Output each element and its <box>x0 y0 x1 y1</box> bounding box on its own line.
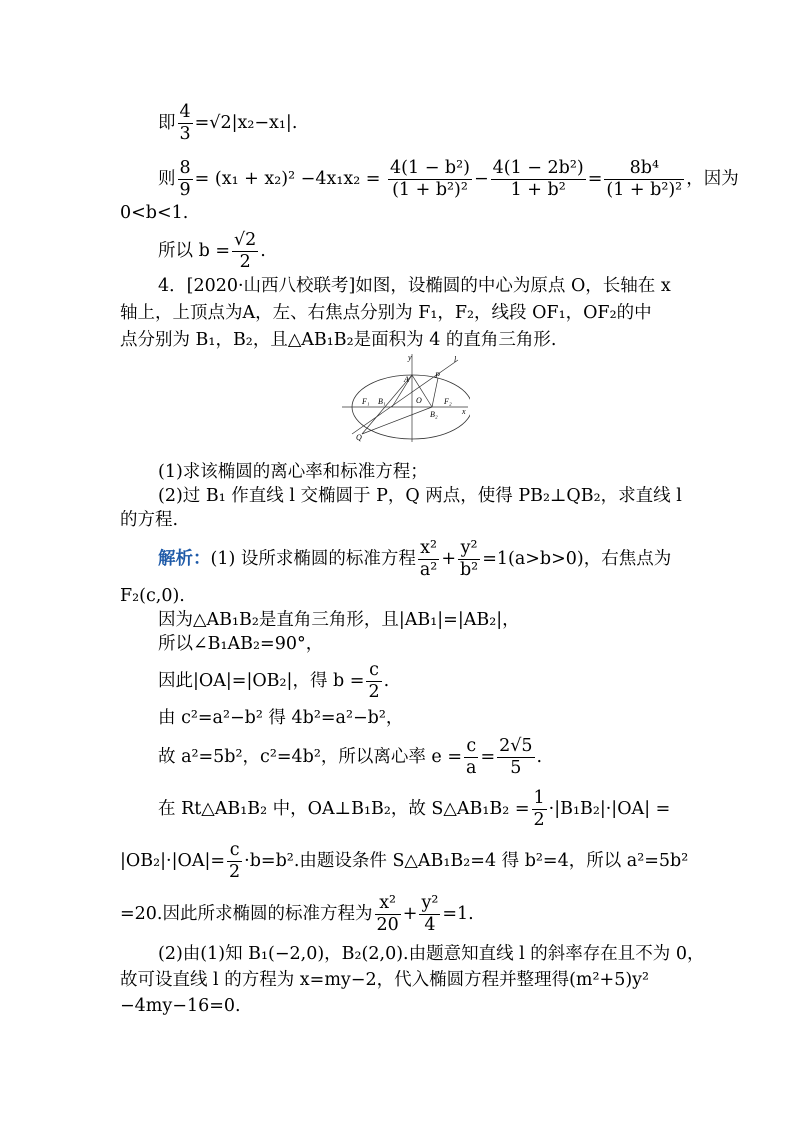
fraction <box>388 160 472 199</box>
numerator: y² <box>458 540 480 560</box>
ellipse-figure <box>340 352 470 444</box>
solution-line-1: 解析：(1) 设所求椭圆的标准方程 $\frac{\text{x²}}{\text{a²}}$ + $\frac{\text{y²}}{\text{b²}}$ =1(a>b>0)，右焦点为 <box>158 538 672 580</box>
math-line-2: 则 $\frac{8}{9}$ = (x₁ + x₂)² −4x₁x₂ = $\frac{\text{4(1 − b²)}}{\text{(1 + b²)²}}$ − $\frac{\text{4(1 − 2b²)}}{\text{1 + b²}}$ = $\frac{\text{8b⁴}}{\text{(1 + b²)²}}$ ，因为 <box>158 158 739 200</box>
text: 即 <box>158 113 176 133</box>
solution-line-7: 故 a²=5b²，c²=4b²，所以离心率 e = $\frac{c}{a}$ = $\frac{2√5}{5}$ . <box>158 736 543 778</box>
numerator: c <box>227 842 242 862</box>
denominator: b² <box>459 559 479 580</box>
solution-text: 由 c²=a²−b² 得 4b²=a²−b²， <box>158 708 404 728</box>
fraction <box>419 895 440 934</box>
denominator: a <box>466 757 477 778</box>
numerator: √2 <box>234 230 257 250</box>
fraction <box>366 662 381 701</box>
numerator: c <box>464 738 478 758</box>
label-B2: B₂ <box>430 410 438 419</box>
segment <box>392 375 412 407</box>
text: =20.因此所求椭圆的标准方程为 <box>120 904 373 924</box>
fraction <box>375 895 401 934</box>
text: 则 <box>158 169 176 189</box>
fraction <box>227 842 242 881</box>
denominator: 1 + b² <box>510 179 566 200</box>
question-2: (2)过 B₁ 作直线 l 交椭圆于 P，Q 两点，使得 PB₂⊥QB₂，求直线 l <box>158 486 682 506</box>
solution-text: 故可设直线 l 的方程为 x=my−2，代入椭圆方程并整理得(m²+5)y² <box>120 970 650 990</box>
fraction <box>604 160 684 199</box>
text: 故 a²=5b²，c²=4b²，所以离心率 e = <box>158 747 463 767</box>
fraction <box>232 232 258 271</box>
denominator: 2 <box>229 861 241 882</box>
numerator: c <box>366 662 381 682</box>
denominator: 4 <box>424 914 436 935</box>
numerator: 4(1 − 2b²) <box>492 158 584 178</box>
text: (1) 设所求椭圆的标准方程 <box>210 549 416 569</box>
segment <box>362 407 432 434</box>
label-F1: F₁ <box>362 397 370 406</box>
label-A: A <box>404 375 409 384</box>
fraction <box>497 738 534 777</box>
numerator: y² <box>421 893 439 913</box>
numerator: 8 <box>179 158 191 178</box>
text: =1. <box>442 904 474 924</box>
fraction <box>178 160 193 199</box>
label-F2: F₂ <box>444 397 452 406</box>
solution-text: F₂(c,0). <box>120 586 185 606</box>
label-l: l <box>454 355 457 364</box>
denominator: 2 <box>368 681 380 702</box>
text: ·b=b².由题设条件 S△AB₁B₂=4 得 b²=4，所以 a²=5b² <box>244 851 689 871</box>
denominator: 5 <box>510 757 522 778</box>
question-2: 的方程. <box>120 510 179 530</box>
solution-text: (2)由(1)知 B₁(−2,0)，B₂(2,0).由题意知直线 l 的斜率存在且不为 0， <box>158 944 705 964</box>
problem-text: 4．[2020·山西八校联考]如图，设椭圆的中心为原点 O，长轴在 x <box>158 276 671 296</box>
solution-line-5: 因此|OA|=|OB₂|，得 b = $\frac{c}{2}$ . <box>158 660 390 702</box>
solution-text: 因为△AB₁B₂是直角三角形，且|AB₁|=|AB₂|， <box>158 610 520 630</box>
denominator: (1 + b²)² <box>606 179 683 200</box>
text: 在 Rt△AB₁B₂ 中，OA⊥B₁B₂，故 S△AB₁B₂ = <box>158 799 530 819</box>
ellipse-diagram <box>340 352 470 444</box>
text: 所以 b = <box>158 241 230 261</box>
text: 因此|OA|=|OB₂|，得 b = <box>158 671 365 691</box>
numerator: x² <box>418 540 439 560</box>
fraction <box>178 104 193 143</box>
solution-label: 解析： <box>158 549 211 569</box>
label-x: x <box>462 407 466 416</box>
text-line: 0<b<1. <box>120 203 189 223</box>
denominator: 2 <box>239 251 251 272</box>
fraction <box>458 540 480 579</box>
segment <box>432 378 438 407</box>
text: =1(a>b>0)，右焦点为 <box>482 549 672 569</box>
question-1: (1)求该椭圆的离心率和标准方程； <box>158 462 428 482</box>
label-Q: Q <box>356 433 362 442</box>
denominator: 2 <box>533 809 545 830</box>
numerator: 4 <box>179 102 191 122</box>
label-P: P <box>435 371 440 380</box>
numerator: 4(1 − b²) <box>390 158 470 178</box>
text: =√2|x₂−x₁|. <box>194 113 298 133</box>
numerator: 8b⁴ <box>604 160 684 180</box>
denominator: 20 <box>376 914 399 935</box>
math-line-1 <box>158 104 674 143</box>
fraction <box>418 540 439 579</box>
numerator: x² <box>375 895 401 915</box>
fraction <box>491 160 586 199</box>
text: ，因为 <box>686 169 739 189</box>
math-line-4: 所以 b = $\frac{√2}{2}$ . <box>158 230 266 272</box>
fraction <box>464 738 478 777</box>
denominator: (1 + b²)² <box>392 179 468 200</box>
numerator: 2√5 <box>499 736 533 756</box>
fraction <box>532 790 547 829</box>
solution-line-9 <box>120 840 689 882</box>
segment <box>412 375 432 407</box>
numerator: 1 <box>533 788 545 808</box>
solution-line-10: =20.因此所求椭圆的标准方程为 $\frac{\text{x²}}{20}$ + $\frac{\text{y²}}{4}$ =1. <box>120 893 474 935</box>
text: ·|B₁B₂|·|OA| = <box>548 799 671 819</box>
problem-text: 点分别为 B₁，B₂，且△AB₁B₂是面积为 4 的直角三角形. <box>120 330 557 350</box>
denominator: a² <box>419 559 438 580</box>
denominator: 3 <box>179 123 191 144</box>
solution-text: 所以∠B₁AB₂=90°， <box>158 634 324 654</box>
label-B1: B₁ <box>378 397 386 406</box>
text: |OB₂|·|OA|= <box>120 851 226 871</box>
label-O: O <box>416 396 422 405</box>
label-y: y <box>408 353 412 362</box>
solution-line-8 <box>158 790 674 829</box>
text: = (x₁ + x₂)² −4x₁x₂ = <box>194 169 381 189</box>
problem-text: 轴上，上顶点为A，左、右焦点分别为 F₁，F₂，线段 OF₁，OF₂的中 <box>120 303 652 323</box>
solution-text: −4my−16=0. <box>120 996 241 1016</box>
denominator: 9 <box>179 179 191 200</box>
